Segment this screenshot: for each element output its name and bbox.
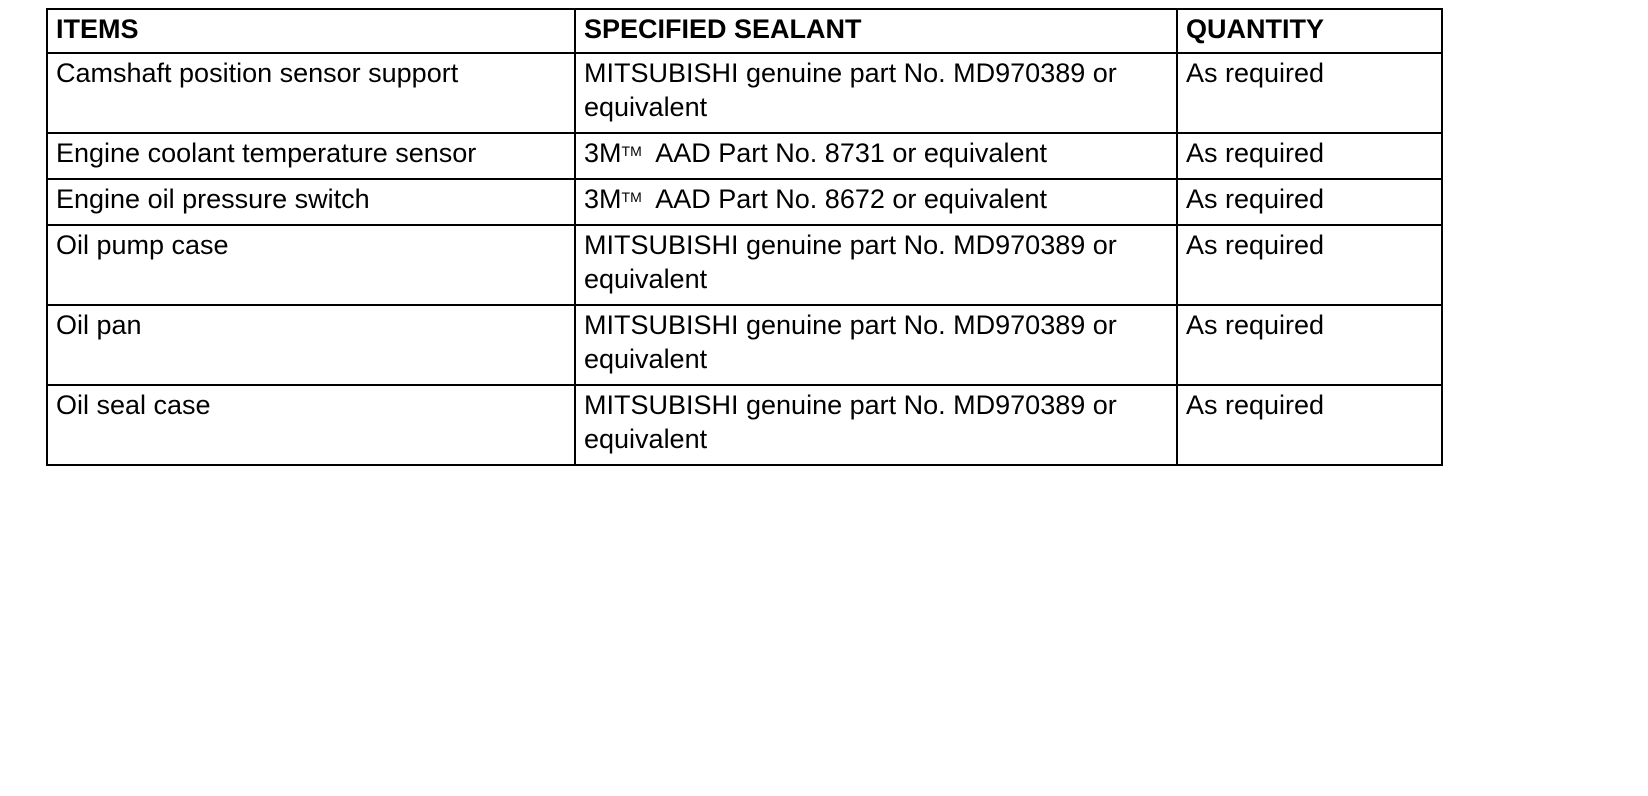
trademark-symbol: TM <box>621 143 642 159</box>
column-header-items: ITEMS <box>47 9 575 53</box>
table-row <box>47 225 1442 305</box>
sealant-cell <box>575 133 1177 179</box>
quantity-cell: As required <box>1177 53 1442 133</box>
sealant-line: equivalent <box>584 92 708 122</box>
sealant-line: equivalent <box>584 264 708 294</box>
item-cell: Camshaft position sensor support <box>47 53 575 133</box>
sealant-line: MITSUBISHI genuine part No. MD970389 or <box>584 230 1117 260</box>
item-cell: Oil pump case <box>47 225 575 305</box>
sealant-brand: 3M <box>584 184 622 214</box>
sealant-line: equivalent <box>584 344 708 374</box>
quantity-cell: As required <box>1177 133 1442 179</box>
quantity-cell: As required <box>1177 225 1442 305</box>
sealant-part: AAD Part No. 8672 or equivalent <box>641 184 1047 214</box>
column-header-quantity: QUANTITY <box>1177 9 1442 53</box>
table-row <box>47 133 1442 179</box>
sealant-brand: 3M <box>584 138 622 168</box>
column-header-specified-sealant: SPECIFIED SEALANT <box>575 9 1177 53</box>
item-cell: Engine oil pressure switch <box>47 179 575 225</box>
sealant-cell <box>575 179 1177 225</box>
sealant-line: MITSUBISHI genuine part No. MD970389 or <box>584 58 1117 88</box>
item-cell: Engine coolant temperature sensor <box>47 133 575 179</box>
table-row <box>47 385 1442 465</box>
sealant-cell <box>575 53 1177 133</box>
sealant-line: equivalent <box>584 424 708 454</box>
table-row <box>47 179 1442 225</box>
item-cell: Oil pan <box>47 305 575 385</box>
quantity-cell: As required <box>1177 385 1442 465</box>
sealant-part: AAD Part No. 8731 or equivalent <box>641 138 1047 168</box>
table-header-row <box>47 9 1442 53</box>
table-row <box>47 305 1442 385</box>
sealant-line: MITSUBISHI genuine part No. MD970389 or <box>584 390 1117 420</box>
quantity-cell: As required <box>1177 179 1442 225</box>
table-row <box>47 53 1442 133</box>
sealant-cell <box>575 385 1177 465</box>
trademark-symbol: TM <box>621 189 642 205</box>
sealant-cell <box>575 225 1177 305</box>
quantity-cell: As required <box>1177 305 1442 385</box>
sealant-cell <box>575 305 1177 385</box>
sealant-specification-table <box>46 8 1443 466</box>
item-cell: Oil seal case <box>47 385 575 465</box>
sealant-line: MITSUBISHI genuine part No. MD970389 or <box>584 310 1117 340</box>
